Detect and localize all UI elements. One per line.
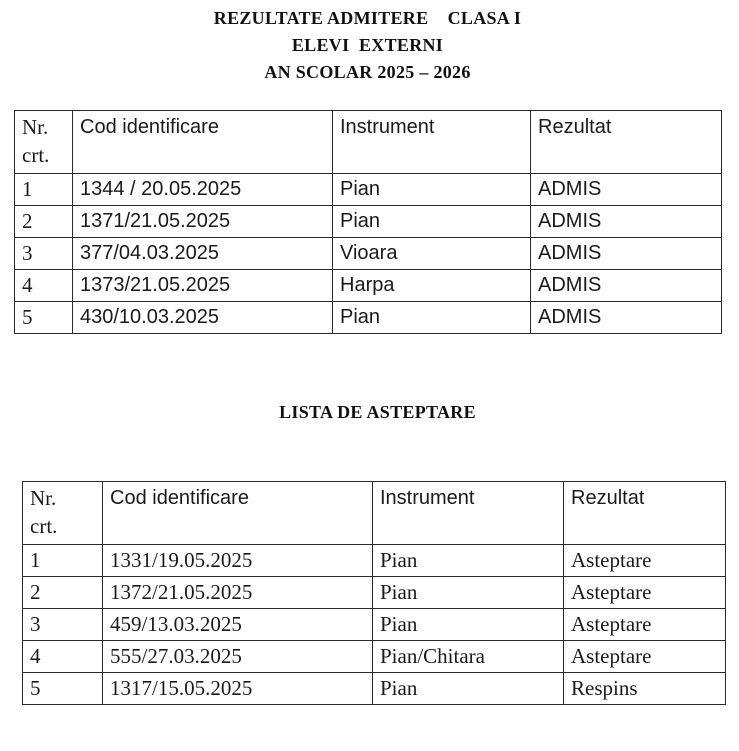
cell-result: ADMIS (531, 206, 722, 238)
table-row (23, 545, 726, 577)
cell-nr: 2 (15, 206, 73, 238)
document-subtitle: ELEVI EXTERNI (291, 35, 444, 55)
cell-result: Asteptare (564, 641, 726, 673)
cell-code: 459/13.03.2025 (103, 609, 373, 641)
header-nr (15, 111, 73, 174)
header-nr-line1: Nr. (22, 115, 49, 139)
waiting-list-title: LISTA DE ASTEPTARE (279, 402, 476, 422)
header-result: Rezultat (531, 111, 722, 174)
header-nr-line2: crt. (22, 143, 50, 167)
cell-nr: 3 (15, 238, 73, 270)
header-nr-line2: crt. (30, 514, 58, 538)
cell-code: 1331/19.05.2025 (103, 545, 373, 577)
cell-instrument: Pian (333, 174, 531, 206)
cell-code: 1372/21.05.2025 (103, 577, 373, 609)
cell-code: 1373/21.05.2025 (73, 270, 333, 302)
table-header-row (15, 111, 722, 174)
cell-instrument: Pian (333, 302, 531, 334)
cell-result: ADMIS (531, 238, 722, 270)
admitted-table (14, 110, 722, 334)
cell-nr: 2 (23, 577, 103, 609)
cell-nr: 3 (23, 609, 103, 641)
table-row (23, 641, 726, 673)
cell-result: Asteptare (564, 609, 726, 641)
table-row (23, 673, 726, 705)
cell-nr: 5 (23, 673, 103, 705)
header-instrument: Instrument (373, 482, 564, 545)
cell-code: 1317/15.05.2025 (103, 673, 373, 705)
cell-instrument: Pian (373, 673, 564, 705)
cell-code: 430/10.03.2025 (73, 302, 333, 334)
cell-instrument: Pian/Chitara (373, 641, 564, 673)
cell-result: Asteptare (564, 577, 726, 609)
cell-nr: 5 (15, 302, 73, 334)
cell-nr: 1 (23, 545, 103, 577)
header-nr-line1: Nr. (30, 486, 57, 510)
table-row (15, 270, 722, 302)
header-code: Cod identificare (103, 482, 373, 545)
table-row (15, 302, 722, 334)
cell-code: 1371/21.05.2025 (73, 206, 333, 238)
header-code: Cod identificare (73, 111, 333, 174)
table-row (15, 238, 722, 270)
cell-instrument: Vioara (333, 238, 531, 270)
cell-result: Asteptare (564, 545, 726, 577)
cell-nr: 4 (23, 641, 103, 673)
cell-code: 1344 / 20.05.2025 (73, 174, 333, 206)
table-header-row (23, 482, 726, 545)
header-instrument: Instrument (333, 111, 531, 174)
cell-code: 555/27.03.2025 (103, 641, 373, 673)
document-title: REZULTATE ADMITERE CLASA I (213, 8, 522, 28)
cell-instrument: Pian (373, 609, 564, 641)
table-row (23, 609, 726, 641)
cell-code: 377/04.03.2025 (73, 238, 333, 270)
cell-result: ADMIS (531, 174, 722, 206)
table-row (15, 174, 722, 206)
cell-nr: 1 (15, 174, 73, 206)
header-result: Rezultat (564, 482, 726, 545)
cell-instrument: Pian (373, 577, 564, 609)
table-row (23, 577, 726, 609)
table-row (15, 206, 722, 238)
cell-instrument: Pian (333, 206, 531, 238)
cell-instrument: Pian (373, 545, 564, 577)
school-year: AN SCOLAR 2025 – 2026 (264, 62, 471, 82)
header-nr (23, 482, 103, 545)
cell-result: ADMIS (531, 270, 722, 302)
cell-result: Respins (564, 673, 726, 705)
cell-result: ADMIS (531, 302, 722, 334)
cell-nr: 4 (15, 270, 73, 302)
waiting-list-table (22, 481, 726, 705)
cell-instrument: Harpa (333, 270, 531, 302)
